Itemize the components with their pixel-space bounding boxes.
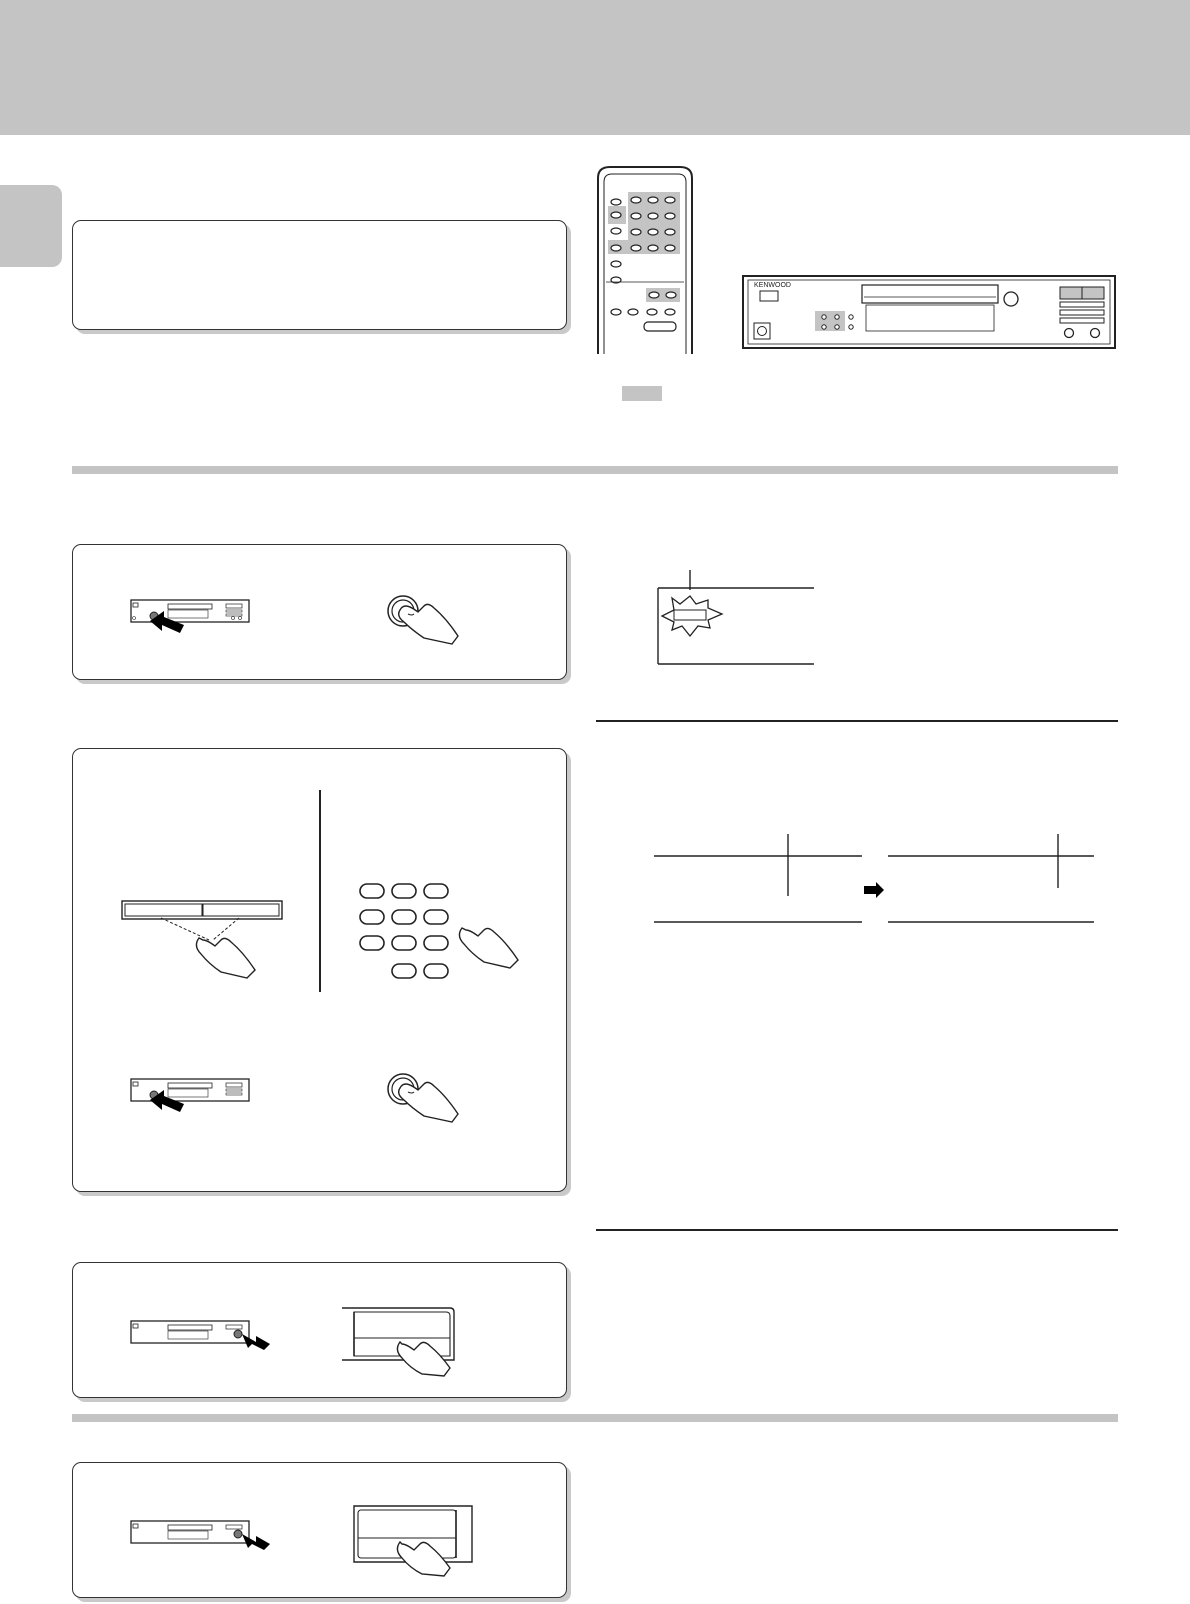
section-divider-2: [72, 1414, 1118, 1422]
number-keypad-illustration: [358, 882, 538, 990]
stop-button-hand-illustration: [340, 1306, 460, 1376]
cd-player-front-panel: [742, 275, 1117, 349]
remote-control-illustration: [596, 164, 696, 354]
small-player-illustration-3: [130, 1320, 270, 1352]
intro-panel: [72, 220, 567, 330]
right-rule-1: [596, 720, 1118, 722]
small-player-illustration-4: [130, 1520, 270, 1552]
play-button-hand-illustration: [352, 1504, 476, 1578]
track-buttons-illustration: [121, 900, 283, 980]
small-player-illustration-1: [130, 599, 250, 631]
section-divider-1: [72, 466, 1118, 474]
header-band: [0, 0, 1190, 135]
legend-swatch: [622, 386, 662, 401]
arrow-press-icon: [150, 1090, 184, 1114]
arrow-press-icon: [150, 611, 184, 635]
brand-logo: KENWOOD: [754, 282, 791, 289]
hand-press-icon: [386, 1072, 466, 1124]
arrow-press-icon: [242, 1534, 270, 1550]
arrow-right-icon: [864, 882, 884, 898]
panel-divider: [319, 790, 321, 992]
right-rule-2: [596, 1229, 1118, 1231]
small-player-illustration-2: [130, 1078, 250, 1110]
arrow-press-icon: [242, 1334, 270, 1350]
display-flash-illustration: [656, 570, 816, 666]
display-transition-diagram: [654, 832, 1094, 926]
hand-press-icon: [386, 594, 466, 646]
section-tab: [0, 185, 62, 267]
